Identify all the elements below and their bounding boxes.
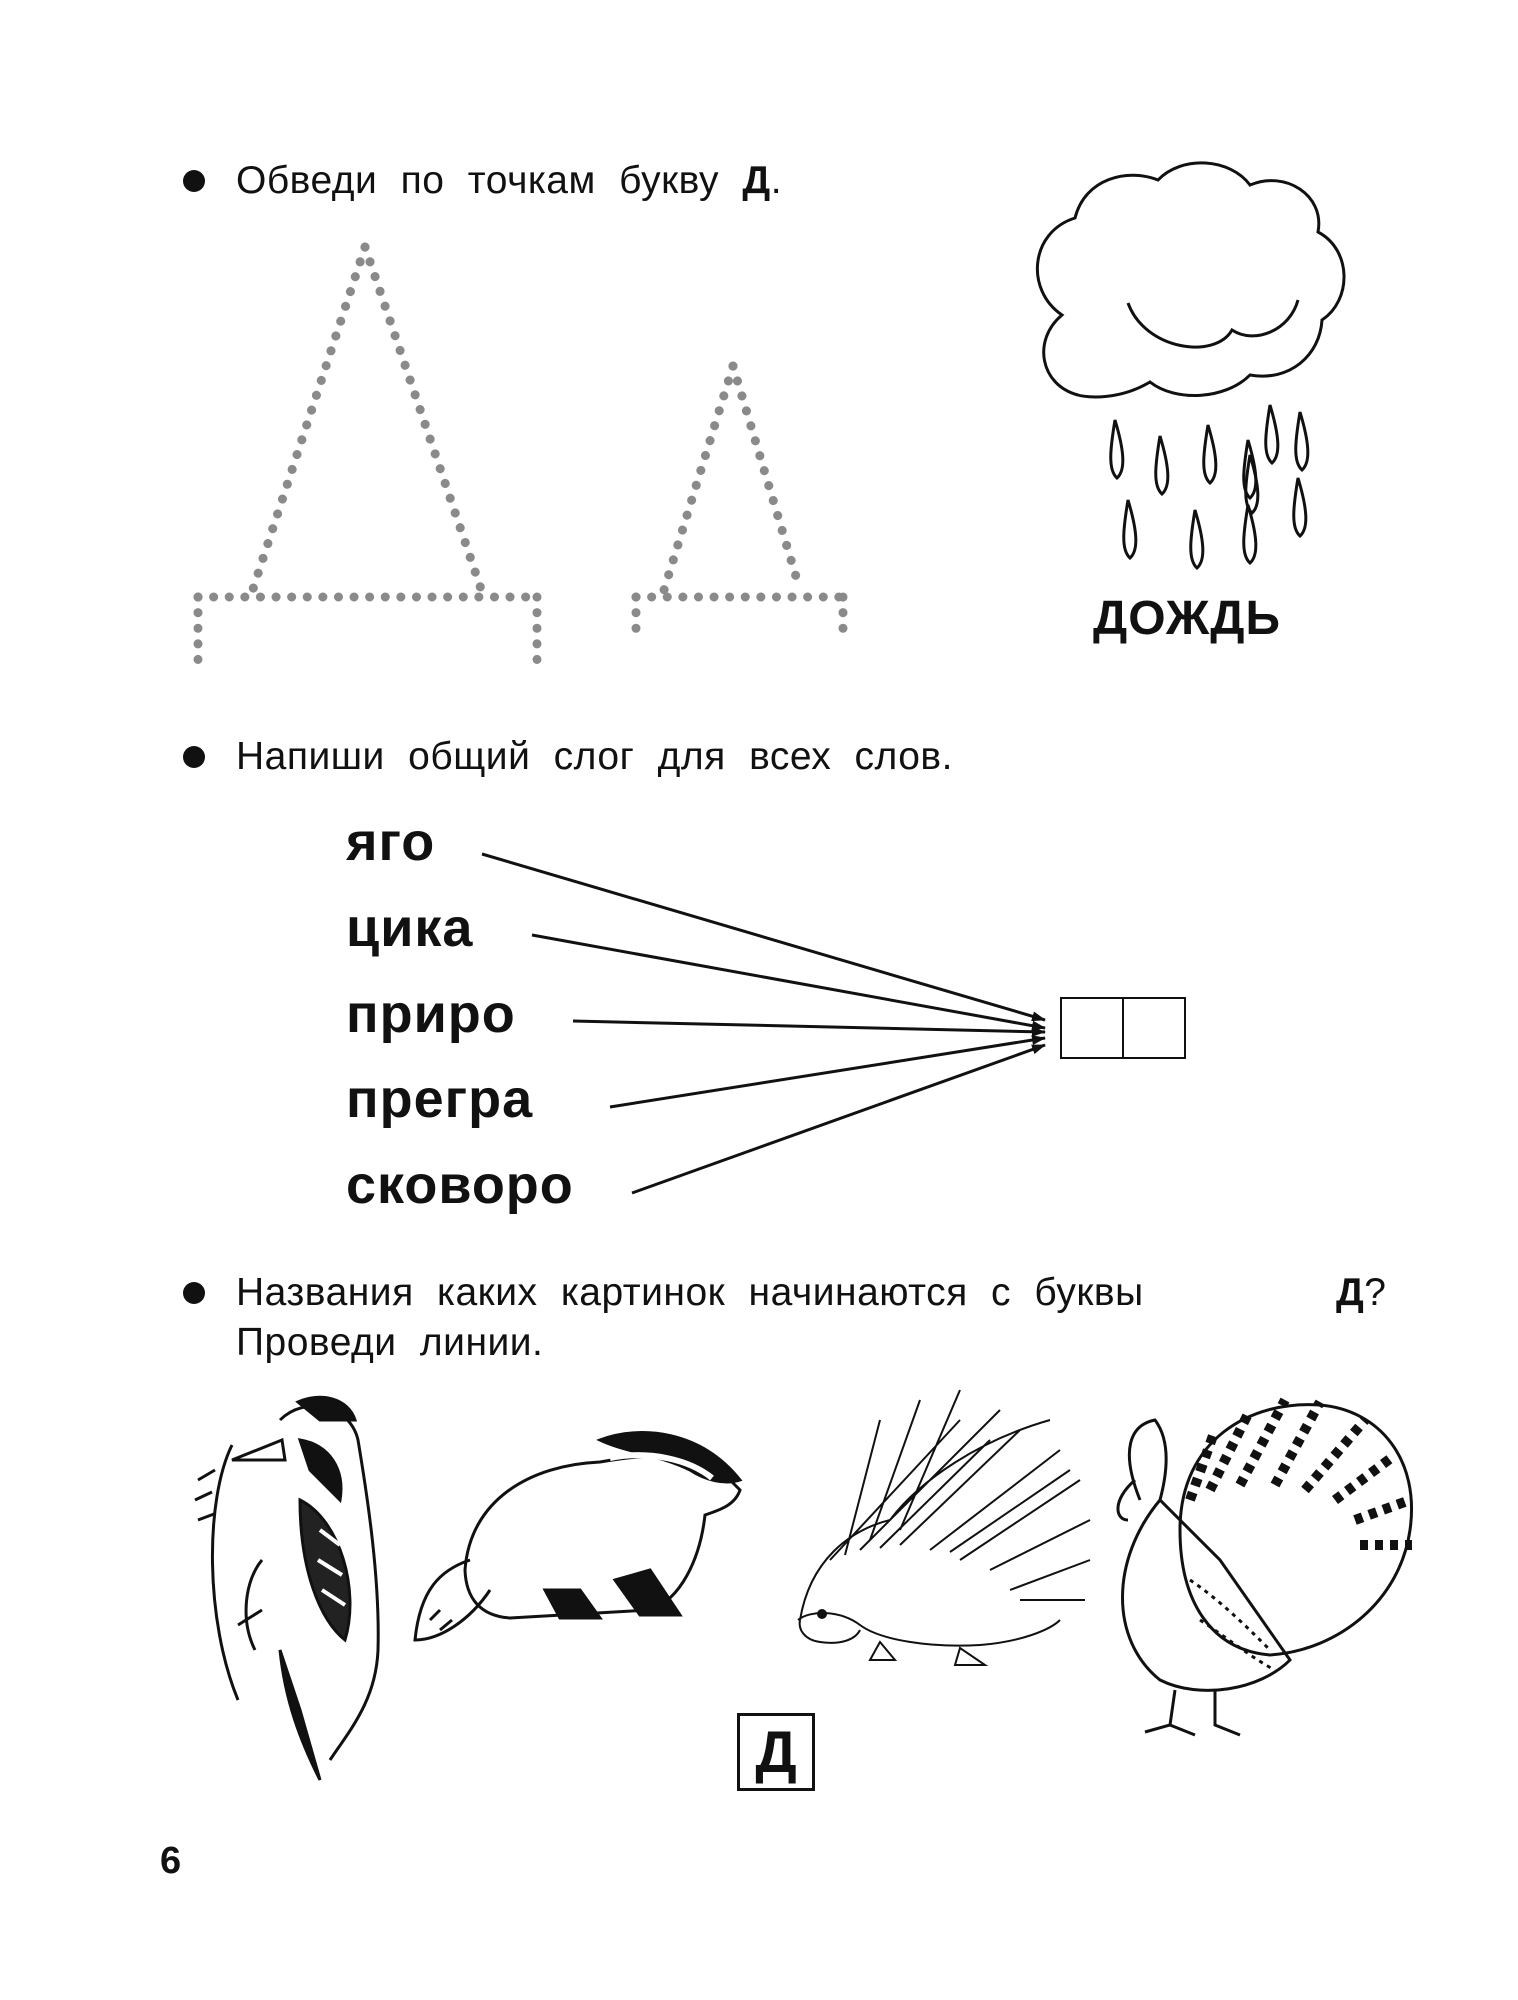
task3-line2: Проведи линии. (236, 1321, 544, 1364)
task3-line1: Названия каких картинок начинаются с буквы (236, 1271, 1144, 1314)
task2-instruction: Напиши общий слог для всех слов. (236, 735, 953, 778)
dotted-letter-big (198, 247, 537, 672)
letter-target-box[interactable]: Д (737, 1713, 815, 1791)
arrows-to-syllable-box (482, 854, 1045, 1193)
task3-letter: Д (1336, 1271, 1365, 1314)
cloud-caption: ДОЖДЬ (1093, 592, 1281, 645)
word-item: цика (346, 898, 474, 958)
word-item: сковоро (346, 1155, 574, 1215)
page-number: 6 (160, 1840, 182, 1882)
bullet-task3 (183, 1282, 205, 1304)
task1-instruction: Обведи по точкам букву Д. (236, 159, 783, 202)
syllable-answer-cell-2[interactable] (1122, 997, 1186, 1059)
bullet-task2 (183, 746, 205, 768)
woodpecker-icon (195, 1397, 378, 1780)
porcupine-icon (798, 1390, 1090, 1665)
syllable-answer-cell-1[interactable] (1060, 997, 1124, 1059)
word-item: прегра (346, 1069, 534, 1129)
task3-instruction (236, 1268, 1406, 1318)
task3-line1-end: Д? (1336, 1271, 1387, 1314)
task1-letter: Д (742, 159, 771, 202)
word-item: яго (346, 812, 436, 872)
turkey-icon (1118, 1400, 1412, 1735)
badger-icon (415, 1433, 740, 1640)
dotted-letter-small (636, 366, 843, 640)
rain-cloud-icon (1037, 163, 1344, 568)
word-item: приро (346, 984, 516, 1044)
